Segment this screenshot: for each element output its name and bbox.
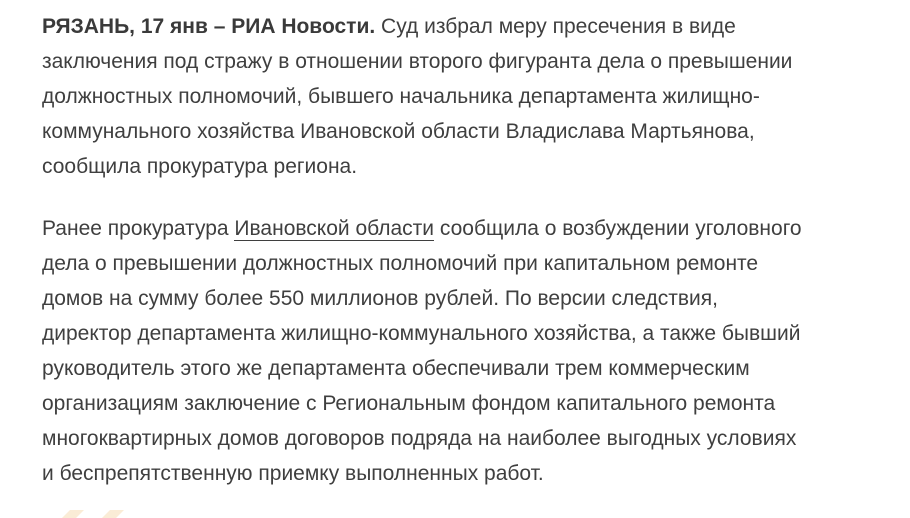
paragraph-2-line-2: дела о превышении должностных полномочий при капитальном ремонте [42, 252, 759, 275]
region-link[interactable]: Ивановской области [234, 217, 435, 240]
paragraph-2-line-1-pre: Ранее прокуратура [42, 217, 235, 240]
dateline: РЯЗАНЬ, 17 янв – РИА Новости. [42, 15, 376, 38]
paragraph-2-line-1-post: сообщила о возбуждении уголовного [434, 217, 802, 240]
paragraph-2-line-6: организациям заключение с Региональным фондом капитального ремонта [42, 392, 776, 415]
diagonal-stripes-icon [54, 510, 144, 518]
article-paragraph-1 [42, 9, 882, 184]
article-paragraph-2 [42, 211, 882, 491]
paragraph-2-line-4: директор департамента жилищно-коммунального хозяйства, а также бывший [42, 322, 801, 345]
paragraph-2-line-7: многоквартирных домов договоров подряда на наиболее выгодных условиях [42, 427, 797, 450]
paragraph-1-line-3: должностных полномочий, бывшего начальника департамента жилищно- [42, 85, 760, 108]
article-body [42, 9, 882, 491]
paragraph-1-line-1-text: Суд избрал меру пресечения в виде [375, 15, 736, 38]
paragraph-1-line-1 [42, 9, 882, 44]
paragraph-2-line-1 [42, 211, 882, 246]
paragraph-1-line-5: сообщила прокуратура региона. [42, 155, 358, 178]
paragraph-1-line-2: заключения под стражу в отношении второго фигуранта дела о превышении [42, 50, 793, 73]
paragraph-2-line-8: и беспрепятственную приемку выполненных работ. [42, 462, 544, 485]
paragraph-1-line-4: коммунального хозяйства Ивановской области Владислава Мартьянова, [42, 120, 755, 143]
paragraph-2-line-3: домов на сумму более 550 миллионов рублей. По версии следствия, [42, 287, 718, 310]
paragraph-2-line-5: руководитель этого же департамента обеспечивали трем коммерческим [42, 357, 750, 380]
